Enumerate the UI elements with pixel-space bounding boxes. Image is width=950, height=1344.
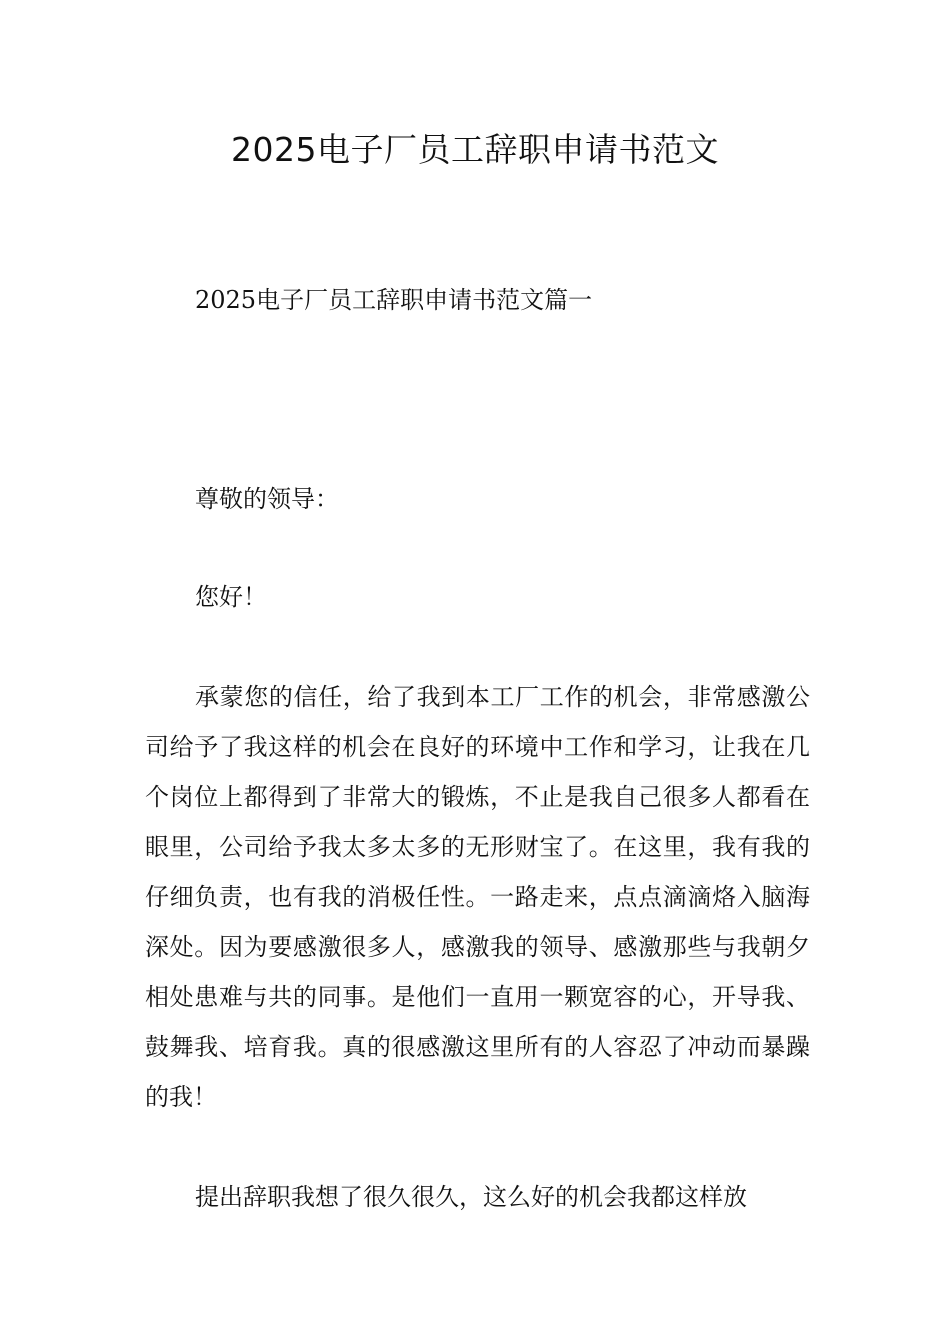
section-subtitle: 2025电子厂员工辞职申请书范文篇一 [195,286,593,314]
letter-greeting: 您好！ [195,583,267,611]
document-title: 2025电子厂员工辞职申请书范文 [231,130,719,169]
letter-salutation: 尊敬的领导： [195,485,339,513]
body-paragraph: 提出辞职我想了很久很久，这么好的机会我都这样放 [195,1183,747,1211]
body-paragraph: 承蒙您的信任，给了我到本工厂工作的机会，非常感激公司给予了我这样的机会在良好的环境中工作和学习，让我在几个岗位上都得到了非常大的锻炼，不止是我自己很多人都看在眼里，公司给予我太多太多的无形财宝了。在这里，我有我的仔细负责，也有我的消极任性。一路走来，点点滴滴烙入脑海深处。因为要感激很多人，感激我的领导、感激那些与我朝夕相处患难与共的同事。是他们一直用一颗宽容的心，开导我、鼓舞我、培育我。真的很感激这里所有的人容忍了冲动而暴躁的我！ [145,683,810,1111]
